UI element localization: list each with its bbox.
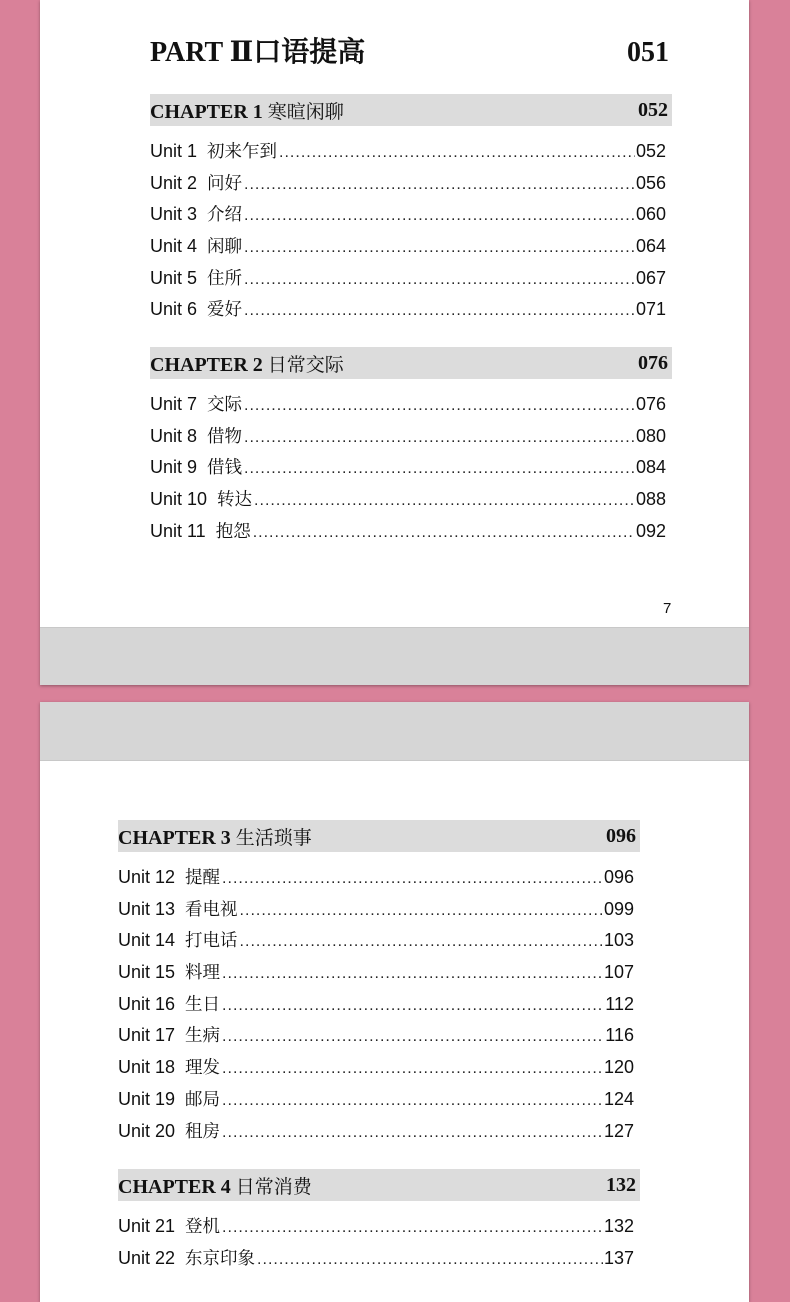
toc-entry[interactable] <box>118 1054 634 1086</box>
toc-entry[interactable] <box>118 927 634 959</box>
unit-title: 看电视 <box>185 899 238 920</box>
unit-title: 生病 <box>185 1026 221 1047</box>
unit-title: 初来乍到 <box>207 142 278 162</box>
unit-label: Unit 2 <box>150 172 198 193</box>
unit-title: 打电话 <box>185 931 238 952</box>
leader-dots <box>253 524 635 542</box>
unit-page-number: 120 <box>603 1057 634 1078</box>
unit-title: 爱好 <box>207 300 243 321</box>
unit-title: 租房 <box>185 1121 221 1142</box>
unit-page-number: 076 <box>635 394 666 414</box>
toc-entry[interactable] <box>118 1245 634 1277</box>
unit-label: Unit 11 <box>150 520 206 541</box>
unit-title: 借物 <box>207 426 243 447</box>
unit-title: 邮局 <box>185 1089 221 1110</box>
toc-entry[interactable] <box>150 138 666 170</box>
leader-dots <box>244 302 635 320</box>
unit-page-number: 088 <box>635 489 666 510</box>
unit-page-number: 137 <box>603 1247 634 1268</box>
toc-entry[interactable] <box>118 864 634 896</box>
leader-dots <box>244 460 635 478</box>
unit-page-number: 096 <box>603 867 634 887</box>
unit-title: 料理 <box>185 963 221 984</box>
unit-label: Unit 13 <box>118 898 176 919</box>
unit-page-number: 060 <box>635 204 666 225</box>
chapter-page-number: 132 <box>606 1173 636 1196</box>
unit-title: 东京印象 <box>185 1248 256 1269</box>
chapter-heading <box>150 347 672 379</box>
toc-entry[interactable] <box>118 896 634 928</box>
leader-dots <box>222 997 604 1015</box>
leader-dots <box>254 492 635 510</box>
unit-title: 抱怨 <box>215 521 251 542</box>
unit-page-number: 116 <box>605 1025 634 1046</box>
toc-entry[interactable] <box>118 991 634 1023</box>
unit-title: 生日 <box>185 994 221 1015</box>
toc-entry[interactable] <box>150 423 666 455</box>
leader-dots <box>244 271 635 289</box>
unit-label: Unit 16 <box>118 993 176 1014</box>
chapter-title: CHAPTER 4 日常消费 <box>118 1175 312 1198</box>
leader-dots <box>257 1251 603 1269</box>
page-number: 7 <box>663 600 672 617</box>
leader-dots <box>222 1060 603 1078</box>
leader-dots <box>222 1124 603 1142</box>
toc-entry[interactable] <box>118 1086 634 1118</box>
unit-label: Unit 4 <box>150 236 198 257</box>
part-heading <box>150 30 669 70</box>
unit-page-number: 080 <box>635 425 666 446</box>
unit-title: 理发 <box>185 1058 221 1079</box>
unit-list <box>118 864 634 1149</box>
unit-title: 交际 <box>207 395 243 415</box>
leader-dots <box>222 965 603 983</box>
unit-label: Unit 18 <box>118 1057 176 1078</box>
toc-page-2 <box>40 702 749 1302</box>
toc-entry[interactable] <box>150 296 666 328</box>
unit-page-number: 067 <box>635 267 666 288</box>
unit-page-number: 127 <box>603 1120 634 1141</box>
unit-title: 介绍 <box>207 205 243 226</box>
leader-dots <box>222 1092 603 1110</box>
unit-label: Unit 9 <box>150 457 198 478</box>
unit-title: 登机 <box>185 1217 221 1237</box>
part-page-number: 051 <box>627 37 669 68</box>
leader-dots <box>244 429 635 447</box>
leader-dots <box>222 1219 603 1237</box>
toc-entry[interactable] <box>150 454 666 486</box>
toc-entry[interactable] <box>118 1118 634 1150</box>
unit-page-number: 103 <box>603 930 634 951</box>
unit-label: Unit 10 <box>150 489 208 510</box>
unit-label: Unit 17 <box>118 1025 176 1046</box>
unit-title: 转达 <box>217 490 253 511</box>
leader-dots <box>222 870 603 888</box>
chapter-title: CHAPTER 2 日常交际 <box>150 353 344 376</box>
chapter-title: CHAPTER 3 生活琐事 <box>118 826 312 849</box>
unit-label: Unit 8 <box>150 425 198 446</box>
toc-entry[interactable] <box>150 170 666 202</box>
chapter-title: CHAPTER 1 寒暄闲聊 <box>150 100 344 123</box>
toc-entry[interactable] <box>118 1213 634 1245</box>
unit-title: 借钱 <box>207 458 243 479</box>
unit-page-number: 056 <box>635 172 666 193</box>
unit-page-number: 112 <box>605 993 634 1014</box>
unit-list <box>118 1213 634 1276</box>
toc-entry[interactable] <box>150 201 666 233</box>
unit-label: Unit 14 <box>118 930 176 951</box>
leader-dots <box>244 239 635 257</box>
leader-dots <box>279 144 635 162</box>
unit-label: Unit 1 <box>150 141 198 161</box>
unit-list <box>150 391 666 549</box>
unit-page-number: 132 <box>603 1216 634 1236</box>
unit-label: Unit 12 <box>118 867 176 887</box>
unit-page-number: 084 <box>635 457 666 478</box>
unit-page-number: 071 <box>635 299 666 320</box>
leader-dots <box>222 1028 604 1046</box>
unit-label: Unit 3 <box>150 204 198 225</box>
page-top-band <box>40 702 749 761</box>
toc-entry[interactable] <box>150 265 666 297</box>
unit-label: Unit 19 <box>118 1088 176 1109</box>
leader-dots <box>240 902 603 920</box>
chapter-heading <box>118 820 640 852</box>
leader-dots <box>244 397 635 415</box>
unit-label: Unit 15 <box>118 962 176 983</box>
toc-entry[interactable] <box>150 518 666 550</box>
part-title: PART Ⅱ口语提高 <box>150 37 366 68</box>
chapter-heading <box>150 94 672 126</box>
unit-title: 提醒 <box>185 868 221 888</box>
unit-label: Unit 21 <box>118 1216 176 1236</box>
leader-dots <box>244 176 635 194</box>
unit-title: 问好 <box>207 173 243 194</box>
toc-entry[interactable] <box>118 959 634 991</box>
unit-page-number: 107 <box>603 962 634 983</box>
unit-label: Unit 7 <box>150 394 198 414</box>
unit-label: Unit 5 <box>150 267 198 288</box>
toc-entry[interactable] <box>150 391 666 423</box>
chapter-page-number: 096 <box>606 824 636 847</box>
chapter-heading <box>118 1169 640 1201</box>
toc-entry[interactable] <box>118 1022 634 1054</box>
chapter-page-number: 052 <box>638 98 668 121</box>
unit-page-number: 064 <box>635 236 666 257</box>
unit-label: Unit 6 <box>150 299 198 320</box>
toc-entry[interactable] <box>150 233 666 265</box>
toc-entry[interactable] <box>150 486 666 518</box>
unit-title: 闲聊 <box>207 237 243 258</box>
unit-label: Unit 20 <box>118 1120 176 1141</box>
unit-page-number: 052 <box>635 141 666 161</box>
unit-page-number: 124 <box>603 1088 634 1109</box>
unit-list <box>150 138 666 328</box>
leader-dots <box>244 207 635 225</box>
unit-title: 住所 <box>207 268 243 289</box>
unit-page-number: 099 <box>603 898 634 919</box>
leader-dots <box>240 933 603 951</box>
toc-page-1 <box>40 0 749 685</box>
chapter-page-number: 076 <box>638 351 668 374</box>
unit-label: Unit 22 <box>118 1247 176 1268</box>
page-bottom-band <box>40 627 749 685</box>
unit-page-number: 092 <box>635 520 666 541</box>
